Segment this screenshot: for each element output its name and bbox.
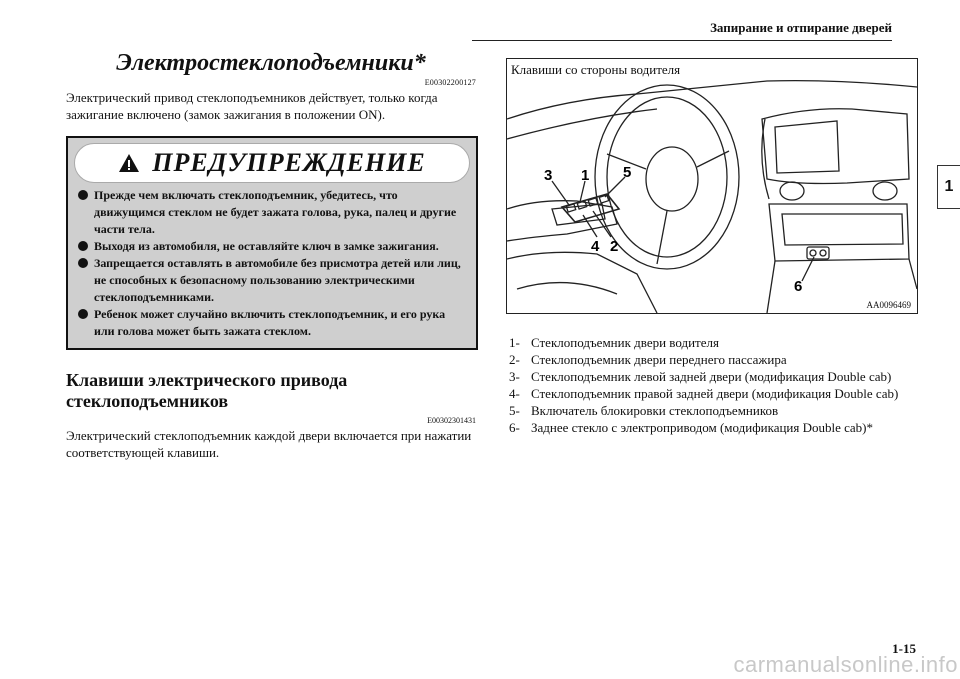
bullet-icon — [78, 190, 88, 200]
subsection-title-line2: стеклоподъемников — [66, 391, 229, 411]
legend-item — [509, 402, 929, 419]
section-code: E00302200127 — [424, 78, 476, 87]
warning-title: ПРЕДУПРЕЖДЕНИЕ — [152, 148, 426, 177]
page-header: Запирание и отпирание дверей — [472, 20, 892, 41]
callout-6: 6 — [794, 278, 803, 295]
warning-item — [78, 306, 466, 340]
page-number: 1-15 — [892, 641, 916, 656]
section-title: Электростеклоподъемники* — [116, 50, 426, 76]
legend-text: Стеклоподъемник правой задней двери (модификация Double cab) — [531, 386, 899, 401]
legend-num: 5- — [509, 403, 520, 418]
legend-num: 1- — [509, 335, 520, 350]
legend-text: Заднее стекло с электроприводом (модификация Double cab)* — [531, 420, 874, 435]
legend-num: 6- — [509, 420, 520, 435]
dashboard-drawing — [507, 59, 917, 313]
dashboard-illustration — [506, 58, 918, 314]
warning-item — [78, 187, 466, 238]
figure-legend — [509, 334, 929, 436]
warning-item-text: Прежде чем включать стеклоподъемник, убедитесь, что движущимся стеклом не будет зажата голова, рука, палец и другие части тела. — [94, 188, 457, 236]
section-intro: Электрический привод стеклоподъемников действует, только когда зажигание включено (замок зажигания в положении ON). — [66, 90, 438, 122]
warning-list — [78, 187, 466, 340]
figure-code: AA0096469 — [866, 300, 911, 310]
callout-3: 3 — [544, 167, 553, 184]
callout-4: 4 — [591, 238, 600, 255]
legend-text: Включатель блокировки стеклоподъемников — [531, 403, 779, 418]
subsection-code: E00302301431 — [427, 416, 476, 425]
legend-num: 3- — [509, 369, 520, 384]
warning-triangle-icon — [118, 153, 140, 173]
subsection-title-line1: Клавиши электрического привода — [66, 370, 348, 390]
left-column — [66, 48, 476, 461]
figure-caption: Клавиши со стороны водителя — [511, 62, 681, 77]
warning-box — [66, 136, 478, 350]
warning-item-text: Выходя из автомобиля, не оставляйте ключ в замке зажигания. — [94, 239, 439, 253]
subsection-text: Электрический стеклоподъемник каждой двери включается при нажатии соответствующей клавиши. — [66, 428, 472, 460]
legend-item — [509, 419, 929, 436]
bullet-icon — [78, 258, 88, 268]
callout-5: 5 — [623, 164, 632, 181]
legend-text: Стеклоподъемник двери водителя — [531, 335, 719, 350]
legend-item — [509, 368, 929, 385]
warning-item-text: Ребенок может случайно включить стеклоподъемник, и его рука или голова может быть зажата стеклом. — [94, 307, 446, 338]
watermark: carmanualsonline.info — [733, 652, 958, 677]
callout-1: 1 — [581, 167, 590, 184]
warning-header — [74, 143, 470, 183]
legend-item — [509, 334, 929, 351]
warning-item-text: Запрещается оставлять в автомобиле без присмотра детей или лиц, не способных к безопасному пользованию электрическими стеклоподъемниками. — [94, 256, 461, 304]
subsection-title — [66, 370, 476, 412]
legend-item — [509, 385, 929, 402]
legend-text: Стеклоподъемник двери переднего пассажира — [531, 352, 787, 367]
warning-item — [78, 255, 466, 306]
bullet-icon — [78, 241, 88, 251]
warning-item — [78, 238, 466, 255]
chapter-tab[interactable]: 1 — [937, 165, 960, 209]
legend-num: 4- — [509, 386, 520, 401]
legend-item — [509, 351, 929, 368]
callout-2: 2 — [610, 238, 619, 255]
legend-text: Стеклоподъемник левой задней двери (модификация Double cab) — [531, 369, 892, 384]
legend-num: 2- — [509, 352, 520, 367]
bullet-icon — [78, 309, 88, 319]
